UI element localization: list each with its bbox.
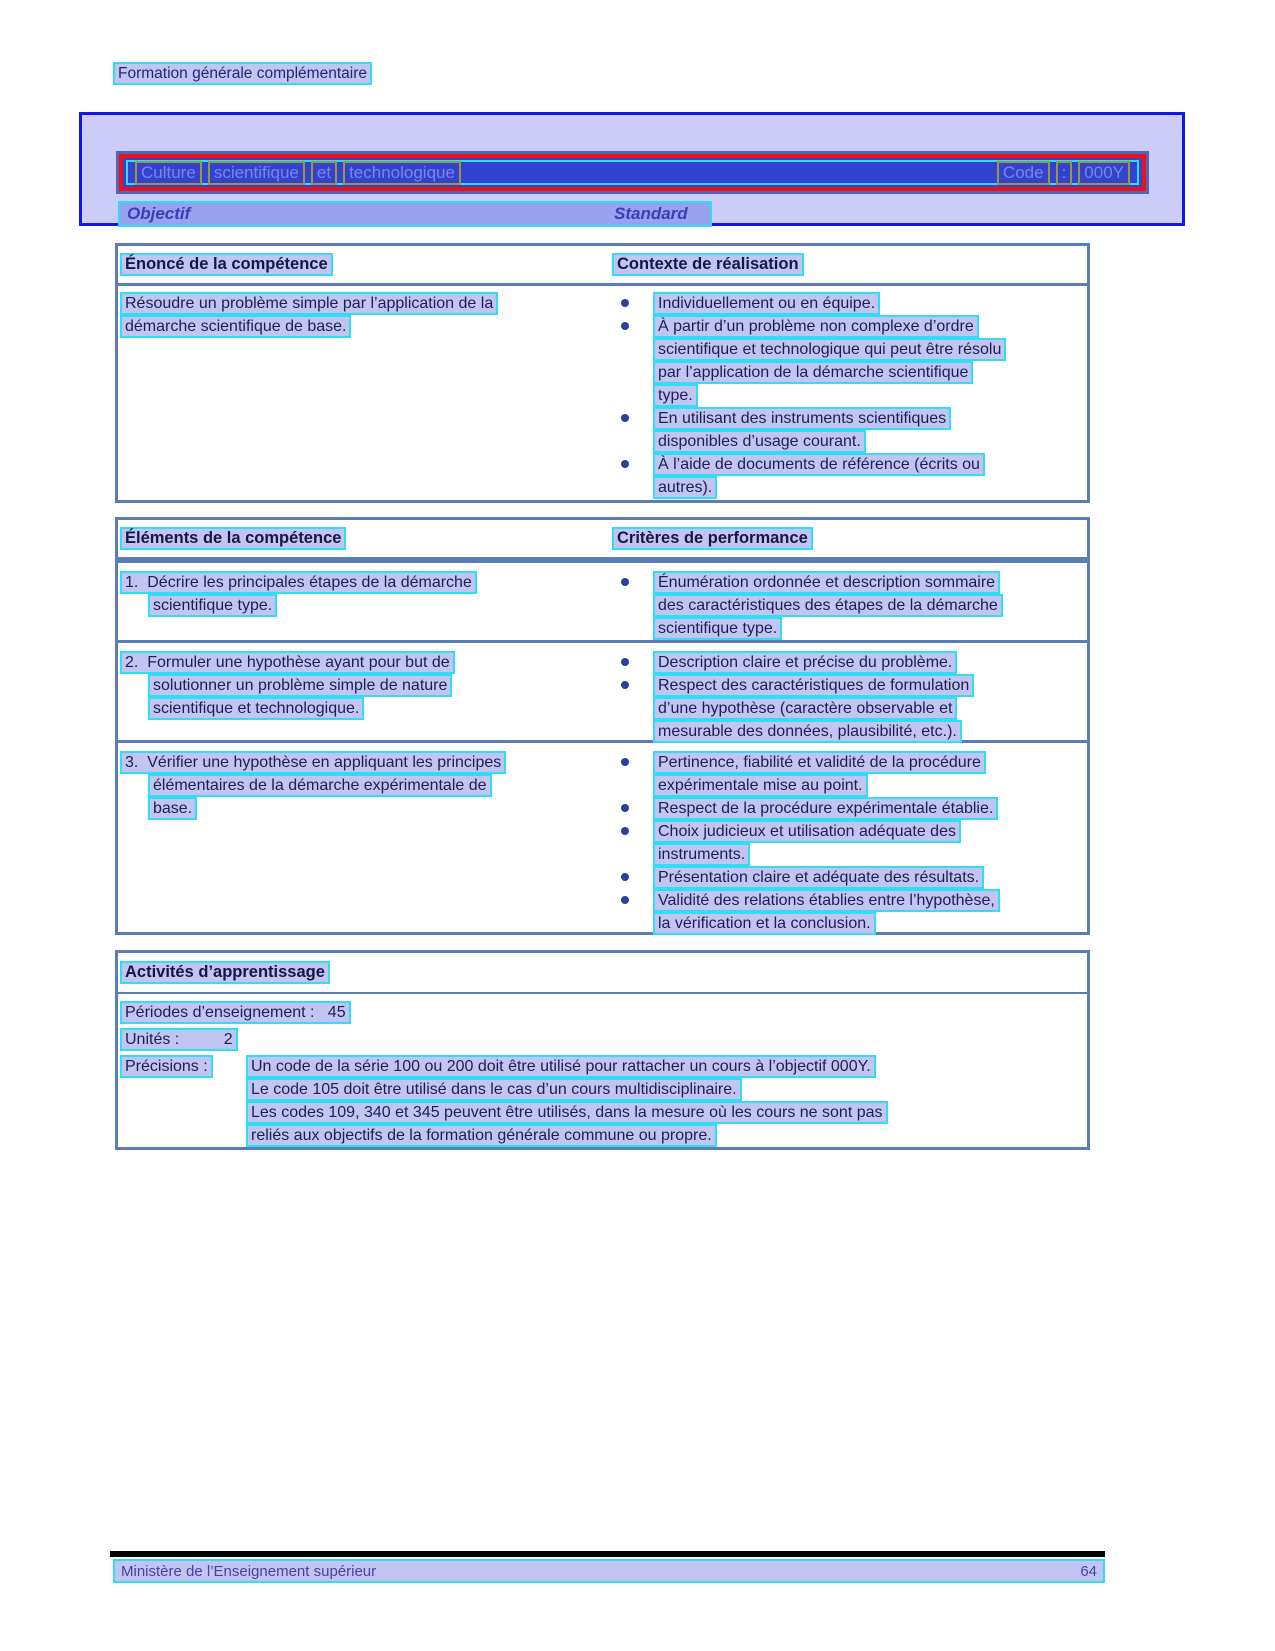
course-banner bbox=[116, 151, 1149, 194]
highlighted-text: Individuellement ou en équipe. bbox=[653, 292, 880, 315]
text-line bbox=[653, 697, 1087, 720]
highlighted-text: type. bbox=[653, 384, 698, 407]
elements-header: Éléments de la compétence bbox=[120, 527, 346, 550]
text-line bbox=[653, 384, 1087, 407]
text-line bbox=[653, 315, 1087, 338]
section-strip bbox=[118, 201, 712, 227]
highlighted-text: Respect des caractéristiques de formulation bbox=[653, 674, 974, 697]
code-separator: : bbox=[1056, 161, 1073, 185]
text-line bbox=[653, 720, 1087, 743]
bullet-icon bbox=[621, 578, 629, 586]
footer-rule bbox=[110, 1551, 1105, 1557]
highlighted-text: Énumération ordonnée et description sommaire bbox=[653, 571, 1000, 594]
periodes-text: Périodes d’enseignement : 45 bbox=[120, 1001, 351, 1024]
precisions-row bbox=[120, 1055, 1087, 1078]
text-line bbox=[653, 843, 1087, 866]
bullet-icon bbox=[621, 414, 629, 422]
highlighted-text: d’une hypothèse (caractère observable et bbox=[653, 697, 957, 720]
precisions-text: reliés aux objectifs de la formation générale commune ou propre. bbox=[246, 1124, 717, 1147]
activites-table bbox=[115, 950, 1090, 1150]
highlighted-text: Respect de la procédure expérimentale établie. bbox=[653, 797, 998, 820]
precisions-cont-line bbox=[120, 1078, 1087, 1101]
criteres-cell bbox=[608, 751, 1087, 935]
element-row-1 bbox=[118, 560, 1087, 640]
bullet-icon bbox=[621, 299, 629, 307]
text-line bbox=[120, 651, 608, 674]
bullet-item bbox=[608, 651, 1087, 674]
bullet-item bbox=[608, 674, 1087, 743]
text-line bbox=[120, 571, 608, 594]
text-line bbox=[653, 651, 1087, 674]
banner-code bbox=[997, 161, 1130, 185]
bullet-item bbox=[608, 315, 1087, 407]
precisions-text: Les codes 109, 340 et 345 peuvent être utilisés, dans la mesure où les cours ne sont pas bbox=[246, 1101, 888, 1124]
activites-table-header bbox=[118, 953, 1087, 994]
text-line bbox=[653, 912, 1087, 935]
highlighted-text: des caractéristiques des étapes de la démarche bbox=[653, 594, 1003, 617]
bullet-item bbox=[608, 407, 1087, 453]
competence-table-body bbox=[118, 286, 1087, 499]
banner-title-word: scientifique bbox=[208, 161, 305, 185]
standard-heading: Standard bbox=[614, 204, 688, 223]
text-line bbox=[120, 292, 608, 315]
unites-line bbox=[120, 1028, 1087, 1055]
highlighted-text: Présentation claire et adéquate des résultats. bbox=[653, 866, 984, 889]
page-header-text: Formation générale complémentaire bbox=[113, 62, 372, 85]
banner-red-frame bbox=[119, 154, 1146, 191]
bullet-icon bbox=[621, 658, 629, 666]
criteres-cell bbox=[608, 571, 1087, 640]
bullet-icon bbox=[621, 896, 629, 904]
text-line bbox=[653, 820, 1087, 843]
highlighted-text: solutionner un problème simple de nature bbox=[148, 674, 452, 697]
highlighted-text: Pertinence, fiabilité et validité de la procédure bbox=[653, 751, 986, 774]
footer-page-number: 64 bbox=[1080, 1562, 1097, 1580]
precisions-label: Précisions : bbox=[120, 1055, 213, 1078]
element-cell bbox=[118, 751, 608, 935]
highlighted-text: 1. Décrire les principales étapes de la démarche bbox=[120, 571, 477, 594]
highlighted-text: scientifique et technologique qui peut être résolu bbox=[653, 338, 1006, 361]
text-line bbox=[120, 774, 608, 797]
precisions-cont-line bbox=[120, 1124, 1087, 1147]
banner-title-word: et bbox=[311, 161, 337, 185]
text-line bbox=[653, 361, 1087, 384]
header-cell bbox=[610, 527, 1087, 550]
footer-bar bbox=[113, 1559, 1105, 1583]
bullet-item bbox=[608, 292, 1087, 315]
bullet-icon bbox=[621, 873, 629, 881]
highlighted-text: scientifique type. bbox=[653, 617, 782, 640]
text-line bbox=[653, 453, 1087, 476]
text-line bbox=[653, 866, 1087, 889]
elements-table-header bbox=[118, 520, 1087, 560]
enonce-cell bbox=[118, 292, 608, 499]
criteres-header: Critères de performance bbox=[612, 527, 813, 550]
highlighted-text: base. bbox=[148, 797, 197, 820]
bullet-item bbox=[608, 889, 1087, 935]
bullet-icon bbox=[621, 460, 629, 468]
highlighted-text: la vérification et la conclusion. bbox=[653, 912, 876, 935]
page-header bbox=[113, 62, 372, 85]
header-cell bbox=[118, 527, 610, 550]
text-line bbox=[653, 797, 1087, 820]
highlighted-text: À l’aide de documents de référence (écrits ou bbox=[653, 453, 985, 476]
bullet-item bbox=[608, 571, 1087, 640]
text-line bbox=[120, 697, 608, 720]
code-label: Code bbox=[997, 161, 1050, 185]
highlighted-text: mesurable des données, plausibilité, etc.). bbox=[653, 720, 962, 743]
highlighted-text: 3. Vérifier une hypothèse en appliquant les principes bbox=[120, 751, 506, 774]
precisions-text: Un code de la série 100 ou 200 doit être utilisé pour rattacher un cours à l’objectif 000Y. bbox=[246, 1055, 876, 1078]
text-line bbox=[120, 674, 608, 697]
element-row-2 bbox=[118, 640, 1087, 740]
elements-table bbox=[115, 517, 1090, 935]
highlighted-text: En utilisant des instruments scientifiques bbox=[653, 407, 951, 430]
bullet-item bbox=[608, 797, 1087, 820]
unites-text: Unités : 2 bbox=[120, 1028, 238, 1051]
bullet-icon bbox=[621, 322, 629, 330]
text-line bbox=[653, 617, 1087, 640]
banner-highlight-frame bbox=[126, 160, 1139, 185]
text-line bbox=[653, 407, 1087, 430]
criteres-cell bbox=[608, 651, 1087, 740]
banner-title bbox=[135, 161, 461, 185]
text-line bbox=[653, 571, 1087, 594]
text-line bbox=[653, 430, 1087, 453]
footer-ministry: Ministère de l’Enseignement supérieur bbox=[121, 1562, 377, 1580]
activites-header: Activités d’apprentissage bbox=[120, 961, 330, 984]
highlighted-text: disponibles d’usage courant. bbox=[653, 430, 866, 453]
bullet-icon bbox=[621, 681, 629, 689]
text-line bbox=[653, 751, 1087, 774]
highlighted-text: démarche scientifique de base. bbox=[120, 315, 351, 338]
bullet-icon bbox=[621, 758, 629, 766]
competence-table-header bbox=[118, 246, 1087, 286]
text-line bbox=[653, 774, 1087, 797]
text-line bbox=[653, 476, 1087, 499]
highlighted-text: instruments. bbox=[653, 843, 750, 866]
precisions-text: Le code 105 doit être utilisé dans le cas d’un cours multidisciplinaire. bbox=[246, 1078, 742, 1101]
competence-table bbox=[115, 243, 1090, 503]
periodes-line bbox=[120, 1001, 1087, 1028]
bullet-item bbox=[608, 866, 1087, 889]
highlighted-text: autres). bbox=[653, 476, 717, 499]
bullet-item bbox=[608, 751, 1087, 797]
text-line bbox=[653, 889, 1087, 912]
activites-table-body bbox=[118, 994, 1087, 1147]
contexte-header: Contexte de réalisation bbox=[612, 253, 804, 276]
highlighted-text: scientifique type. bbox=[148, 594, 277, 617]
text-line bbox=[653, 338, 1087, 361]
banner-title-word: technologique bbox=[343, 161, 461, 185]
contexte-cell bbox=[608, 292, 1087, 499]
code-value: 000Y bbox=[1078, 161, 1130, 185]
highlighted-text: Résoudre un problème simple par l’application de la bbox=[120, 292, 498, 315]
header-cell bbox=[118, 253, 610, 276]
header-cell bbox=[610, 253, 1087, 276]
highlighted-text: élémentaires de la démarche expérimentale de bbox=[148, 774, 492, 797]
element-cell bbox=[118, 571, 608, 640]
text-line bbox=[120, 315, 608, 338]
text-line bbox=[120, 751, 608, 774]
objective-panel bbox=[79, 112, 1185, 226]
highlighted-text: Validité des relations établies entre l’hypothèse, bbox=[653, 889, 1000, 912]
bullet-item bbox=[608, 820, 1087, 866]
text-line bbox=[120, 797, 608, 820]
highlighted-text: par l’application de la démarche scientifique bbox=[653, 361, 973, 384]
text-line bbox=[653, 674, 1087, 697]
text-line bbox=[653, 594, 1087, 617]
highlighted-text: À partir d’un problème non complexe d’ordre bbox=[653, 315, 979, 338]
precisions-cont-line bbox=[120, 1101, 1087, 1124]
objectif-heading: Objectif bbox=[127, 204, 191, 223]
enonce-header: Énoncé de la compétence bbox=[120, 253, 333, 276]
element-cell bbox=[118, 651, 608, 740]
text-line bbox=[653, 292, 1087, 315]
bullet-icon bbox=[621, 804, 629, 812]
highlighted-text: expérimentale mise au point. bbox=[653, 774, 868, 797]
highlighted-text: scientifique et technologique. bbox=[148, 697, 364, 720]
highlighted-text: Choix judicieux et utilisation adéquate des bbox=[653, 820, 961, 843]
element-row-3 bbox=[118, 740, 1087, 935]
bullet-item bbox=[608, 453, 1087, 499]
highlighted-text: Description claire et précise du problème. bbox=[653, 651, 957, 674]
highlighted-text: 2. Formuler une hypothèse ayant pour but de bbox=[120, 651, 455, 674]
bullet-icon bbox=[621, 827, 629, 835]
banner-title-word: Culture bbox=[135, 161, 202, 185]
text-line bbox=[120, 594, 608, 617]
